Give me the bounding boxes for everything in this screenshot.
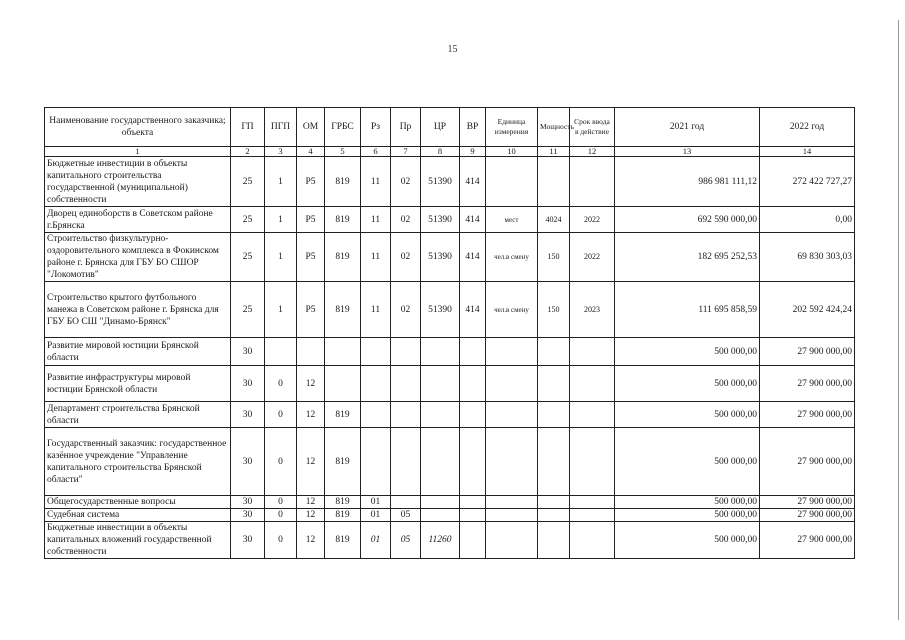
cell-amount-2021: 500 000,00	[615, 428, 760, 496]
cell-name: Судебная система	[45, 509, 231, 522]
cell-om	[297, 338, 325, 366]
header-cell: Единица измерения	[486, 108, 538, 147]
cell-amount-2022: 27 900 000,00	[760, 509, 855, 522]
column-number: 12	[570, 147, 615, 157]
cell-rz: 11	[361, 207, 391, 233]
cell-deadline	[570, 496, 615, 509]
cell-pgp: 0	[265, 402, 297, 428]
cell-pgp: 1	[265, 207, 297, 233]
cell-vr: 414	[460, 233, 486, 282]
cell-name: Департамент строительства Брянской области	[45, 402, 231, 428]
cell-deadline: 2022	[570, 233, 615, 282]
cell-om: 12	[297, 509, 325, 522]
cell-grbs: 819	[325, 522, 361, 559]
cell-vr	[460, 428, 486, 496]
cell-pr	[391, 402, 421, 428]
cell-deadline: 2023	[570, 282, 615, 338]
cell-amount-2021: 500 000,00	[615, 509, 760, 522]
cell-pgp: 0	[265, 522, 297, 559]
table-row	[45, 366, 855, 402]
cell-capacity: 150	[538, 282, 570, 338]
cell-gp: 30	[231, 338, 265, 366]
cell-cr: 51390	[421, 207, 460, 233]
cell-cr	[421, 402, 460, 428]
cell-cr	[421, 496, 460, 509]
cell-gp: 25	[231, 157, 265, 207]
cell-grbs: 819	[325, 233, 361, 282]
cell-rz: 11	[361, 282, 391, 338]
cell-amount-2022: 69 830 303,03	[760, 233, 855, 282]
cell-pr: 05	[391, 522, 421, 559]
cell-amount-2021: 111 695 858,59	[615, 282, 760, 338]
cell-gp: 30	[231, 496, 265, 509]
cell-deadline	[570, 338, 615, 366]
header-cell: Наименование государственного заказчика; объекта	[45, 108, 231, 147]
cell-unit	[486, 366, 538, 402]
cell-cr: 51390	[421, 233, 460, 282]
cell-unit: мест	[486, 207, 538, 233]
column-number: 5	[325, 147, 361, 157]
cell-rz	[361, 338, 391, 366]
cell-unit	[486, 157, 538, 207]
cell-gp: 30	[231, 522, 265, 559]
cell-amount-2021: 500 000,00	[615, 402, 760, 428]
cell-unit	[486, 496, 538, 509]
cell-grbs: 819	[325, 496, 361, 509]
header-cell: ГП	[231, 108, 265, 147]
cell-unit	[486, 338, 538, 366]
cell-pr	[391, 428, 421, 496]
cell-grbs: 819	[325, 282, 361, 338]
header-cell: ОМ	[297, 108, 325, 147]
cell-deadline	[570, 522, 615, 559]
cell-vr	[460, 366, 486, 402]
column-number: 9	[460, 147, 486, 157]
cell-amount-2022: 27 900 000,00	[760, 496, 855, 509]
table-row	[45, 282, 855, 338]
cell-vr: 414	[460, 157, 486, 207]
cell-cr: 51390	[421, 282, 460, 338]
cell-gp: 30	[231, 428, 265, 496]
cell-pgp	[265, 338, 297, 366]
table-row	[45, 338, 855, 366]
cell-pgp: 1	[265, 282, 297, 338]
cell-om: 12	[297, 366, 325, 402]
cell-gp: 30	[231, 402, 265, 428]
cell-vr	[460, 496, 486, 509]
cell-rz: 11	[361, 157, 391, 207]
cell-name: Общегосударственные вопросы	[45, 496, 231, 509]
cell-cr: 11260	[421, 522, 460, 559]
column-number: 10	[486, 147, 538, 157]
column-number: 6	[361, 147, 391, 157]
table-row	[45, 207, 855, 233]
column-number: 11	[538, 147, 570, 157]
budget-table	[44, 107, 855, 559]
header-row	[45, 108, 855, 147]
cell-pr: 02	[391, 233, 421, 282]
cell-unit	[486, 509, 538, 522]
cell-amount-2022: 27 900 000,00	[760, 428, 855, 496]
cell-unit: чел.в смену	[486, 233, 538, 282]
cell-name: Развитие инфраструктуры мировой юстиции Брянской области	[45, 366, 231, 402]
cell-amount-2022: 27 900 000,00	[760, 338, 855, 366]
cell-rz	[361, 402, 391, 428]
cell-rz	[361, 366, 391, 402]
cell-vr: 414	[460, 207, 486, 233]
cell-vr	[460, 338, 486, 366]
cell-amount-2021: 500 000,00	[615, 496, 760, 509]
cell-amount-2022: 27 900 000,00	[760, 402, 855, 428]
cell-rz: 01	[361, 509, 391, 522]
cell-name: Строительство крытого футбольного манежа в Советском районе г. Брянска для ГБУ БО СШ "Динамо-Брянск"	[45, 282, 231, 338]
cell-gp: 25	[231, 233, 265, 282]
cell-pgp: 0	[265, 366, 297, 402]
column-number: 4	[297, 147, 325, 157]
cell-capacity	[538, 509, 570, 522]
header-cell: ВР	[460, 108, 486, 147]
cell-name: Дворец единоборств в Советском районе г.Брянска	[45, 207, 231, 233]
cell-rz: 01	[361, 496, 391, 509]
column-number: 1	[45, 147, 231, 157]
cell-cr	[421, 338, 460, 366]
cell-unit: чел.в смену	[486, 282, 538, 338]
header-cell: ЦР	[421, 108, 460, 147]
column-number: 2	[231, 147, 265, 157]
cell-gp: 30	[231, 509, 265, 522]
cell-amount-2021: 182 695 252,53	[615, 233, 760, 282]
cell-om: 12	[297, 402, 325, 428]
cell-pr: 02	[391, 282, 421, 338]
cell-capacity: 150	[538, 233, 570, 282]
cell-grbs: 819	[325, 509, 361, 522]
cell-om: Р5	[297, 207, 325, 233]
table-row	[45, 157, 855, 207]
header-cell: Рз	[361, 108, 391, 147]
cell-grbs	[325, 366, 361, 402]
header-cell: ПГП	[265, 108, 297, 147]
cell-pgp: 1	[265, 233, 297, 282]
column-number: 3	[265, 147, 297, 157]
header-cell: ГРБС	[325, 108, 361, 147]
cell-pgp: 1	[265, 157, 297, 207]
cell-pgp: 0	[265, 509, 297, 522]
cell-gp: 25	[231, 207, 265, 233]
cell-unit	[486, 402, 538, 428]
cell-unit	[486, 428, 538, 496]
column-number: 14	[760, 147, 855, 157]
cell-grbs: 819	[325, 428, 361, 496]
cell-deadline	[570, 366, 615, 402]
cell-deadline	[570, 428, 615, 496]
cell-grbs: 819	[325, 207, 361, 233]
table-row	[45, 496, 855, 509]
table-row	[45, 428, 855, 496]
cell-name: Развитие мировой юстиции Брянской области	[45, 338, 231, 366]
cell-vr	[460, 522, 486, 559]
cell-amount-2021: 692 590 000,00	[615, 207, 760, 233]
cell-amount-2022: 202 592 424,24	[760, 282, 855, 338]
cell-gp: 30	[231, 366, 265, 402]
cell-grbs: 819	[325, 402, 361, 428]
page-number: 15	[447, 44, 458, 55]
column-number: 8	[421, 147, 460, 157]
cell-pr	[391, 496, 421, 509]
cell-amount-2022: 27 900 000,00	[760, 366, 855, 402]
cell-deadline	[570, 509, 615, 522]
table-row	[45, 402, 855, 428]
table-row	[45, 509, 855, 522]
cell-om: 12	[297, 428, 325, 496]
cell-amount-2022: 27 900 000,00	[760, 522, 855, 559]
cell-pr: 02	[391, 207, 421, 233]
cell-deadline: 2022	[570, 207, 615, 233]
cell-deadline	[570, 402, 615, 428]
cell-capacity	[538, 366, 570, 402]
header-cell: Срок ввода в действие	[570, 108, 615, 147]
cell-pr: 05	[391, 509, 421, 522]
page-edge-line	[898, 20, 899, 620]
header-cell: 2022 год	[760, 108, 855, 147]
cell-om: Р5	[297, 282, 325, 338]
table-row	[45, 233, 855, 282]
cell-pgp: 0	[265, 428, 297, 496]
cell-capacity	[538, 157, 570, 207]
header-cell: Пр	[391, 108, 421, 147]
header-cell: 2021 год	[615, 108, 760, 147]
cell-capacity	[538, 522, 570, 559]
cell-vr	[460, 509, 486, 522]
column-number-row	[45, 147, 855, 157]
cell-pr	[391, 366, 421, 402]
cell-grbs: 819	[325, 157, 361, 207]
cell-om: Р5	[297, 233, 325, 282]
column-number: 13	[615, 147, 760, 157]
table-row	[45, 522, 855, 559]
cell-capacity	[538, 338, 570, 366]
cell-vr	[460, 402, 486, 428]
cell-om: 12	[297, 496, 325, 509]
cell-rz: 11	[361, 233, 391, 282]
cell-cr: 51390	[421, 157, 460, 207]
cell-name: Бюджетные инвестиции в объекты капитальных вложений государственной собственности	[45, 522, 231, 559]
cell-amount-2021: 500 000,00	[615, 522, 760, 559]
cell-om: 12	[297, 522, 325, 559]
cell-rz	[361, 428, 391, 496]
cell-pr	[391, 338, 421, 366]
cell-amount-2021: 500 000,00	[615, 338, 760, 366]
cell-capacity	[538, 496, 570, 509]
cell-gp: 25	[231, 282, 265, 338]
cell-amount-2022: 0,00	[760, 207, 855, 233]
cell-name: Бюджетные инвестиции в объекты капитального строительства государственной (муниципальной) собственности	[45, 157, 231, 207]
column-number: 7	[391, 147, 421, 157]
cell-om: Р5	[297, 157, 325, 207]
cell-amount-2021: 986 981 111,12	[615, 157, 760, 207]
cell-cr	[421, 509, 460, 522]
cell-capacity	[538, 402, 570, 428]
cell-unit	[486, 522, 538, 559]
cell-capacity: 4024	[538, 207, 570, 233]
cell-vr: 414	[460, 282, 486, 338]
header-cell: Мощность	[538, 108, 570, 147]
cell-pr: 02	[391, 157, 421, 207]
cell-deadline	[570, 157, 615, 207]
cell-pgp: 0	[265, 496, 297, 509]
cell-amount-2022: 272 422 727,27	[760, 157, 855, 207]
cell-name: Государственный заказчик: государственное казённое учреждение "Управление капитального строительства Брянской области"	[45, 428, 231, 496]
cell-rz: 01	[361, 522, 391, 559]
cell-name: Строительство физкультурно-оздоровительного комплекса в Фокинском районе г. Брянска для ГБУ БО СШОР "Локомотив"	[45, 233, 231, 282]
cell-cr	[421, 366, 460, 402]
cell-grbs	[325, 338, 361, 366]
cell-amount-2021: 500 000,00	[615, 366, 760, 402]
cell-cr	[421, 428, 460, 496]
cell-capacity	[538, 428, 570, 496]
